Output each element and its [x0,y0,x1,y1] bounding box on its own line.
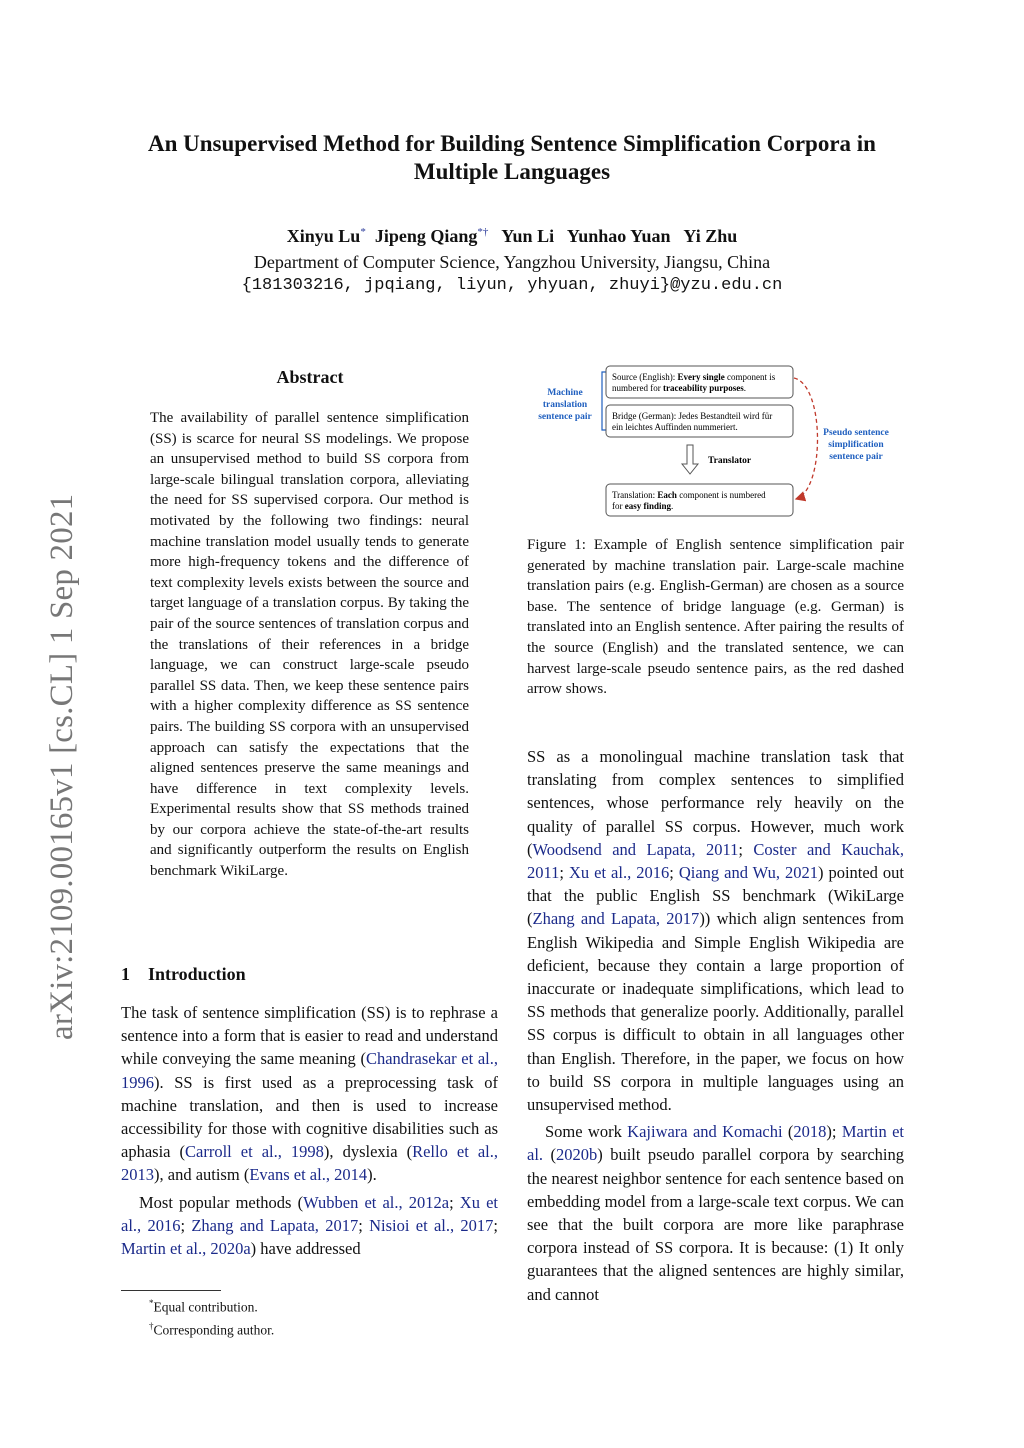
source-box [606,366,793,398]
footnote-rule [121,1290,221,1291]
translator-arrow [682,445,698,474]
paragraph: Most popular methods (Wubben et al., 2012a; Xu et al., 2016; Zhang and Lapata, 2017; Nisioi et al., 2017; Martin et al., 2020a) have addressed [121,1192,498,1259]
citation-link[interactable]: Coster and Kauchak, 2011 [527,839,904,883]
footnotes [121,1294,274,1339]
author: Jipeng Qiang*† [374,226,489,246]
translator-label: Translator [708,456,752,466]
author-emails: {181303216, jpqiang, liyun, yhyuan, zhuyi}@yzu.edu.cn [241,276,783,295]
citation-link[interactable]: Wubben et al., 2012a [303,1192,450,1212]
author-list [100,226,924,247]
paragraph: SS as a monolingual machine translation task that translating from complex sentences to simplified sentences, whose performance rely heavily on the quality of parallel SS corpus. However, much work (Woodsend and Lapata, 2011; Coster and Kauchak, 2011; Xu et al., 2016; Qiang and Wu, 2021) pointed out that the public English SS benchmark (WikiLarge (Zhang and Lapata, 2017)) which align sentences from English Wikipedia and Simple English Wikipedia are deficient, because they contain a large proportion of inaccurate or inadequate simplifications, which lead to SS methods that generalize poorly. Additionally, parallel SS corpus is difficult to obtain in all languages other than English. Therefore, in the paper, we focus on how to build SS corpora in multiple languages using an unsupervised method. [527,747,905,1115]
left-label-line: sentence pair [538,412,592,422]
citation-link[interactable]: Xu et al., 2016 [121,1192,498,1235]
citation-link[interactable]: Nisioi et al., 2017 [369,1215,494,1235]
citation-link[interactable]: Martin et al. [527,1122,904,1165]
footnote: †Corresponding author. [149,1320,275,1337]
pseudo-pair-arrow [794,378,818,499]
citation-link[interactable]: Zhang and Lapata, 2017 [191,1215,359,1235]
bridge-box [606,405,793,437]
citation-link[interactable]: Kajiwara and Komachi [627,1122,783,1142]
footnote: *Equal contribution. [149,1298,258,1315]
abstract-text: The availability of parallel sentence simplification (SS) is scarce for neural SS modelings. We propose an unsupervised method to build SS corpora from large-scale bilingual translation corpora, alleviating the need for SS supervised corpora. Our method is motivated by the following two findings: neural machine translation model usually tends to generate more high-frequency tokens and the difference of text complexity levels exists between the source and target language of a translation corpus. By taking the pair of the source sentences of translation corpus and the translations of their references in a bridge language, we can construct large-scale pseudo parallel SS data. Then, we keep these sentence pairs with a higher complexity difference as SS sentence pairs. The building SS corpora with an unsupervised approach can satisfy the expectations that the aligned sentences preserve the same meanings and have difference in text complexity levels. Experimental results show that SS methods trained by our corpora achieve the state-of-the-art results and significantly outperform the results on English benchmark WikiLarge. [150,410,469,880]
translation-box [606,484,793,516]
author: Yi Zhu [683,226,738,246]
translation-box-line-2: for easy finding. [612,501,674,511]
citation-link[interactable]: Rello et al., 2013 [121,1142,498,1185]
citation-link[interactable]: Zhang and Lapata, 2017 [532,909,700,929]
figure-caption: Figure 1: Example of English sentence simplification pair generated by machine translation pair. Large-scale machine translation pairs (e.g. English-German) are chosen as a source base. The sentence of bridge language (e.g. German) is translated into an English sentence. After pairing the results of the source (English) and the translated sentence, we can harvest large-scale pseudo sentence pairs, as the red dashed arrow shows. [527,537,904,698]
citation-link[interactable]: Carroll et al., 1998 [185,1142,324,1162]
section-number: 1 [121,964,130,984]
bridge-box-line-1: Bridge (German): Jedes Bestandteil wird für [612,411,773,421]
title-line-2: Multiple Languages [413,159,611,184]
citation-link[interactable]: Qiang and Wu, 2021 [678,863,818,883]
paper-title [100,130,924,186]
arxiv-identifier: arXiv:2109.00165v1 [cs.CL] 1 Sep 2021 [44,493,80,1040]
author: Yunhao Yuan [566,226,671,246]
right-label-line: simplification [828,440,884,450]
citation-link[interactable]: Xu et al., 2016 [568,863,670,883]
abstract-heading: Abstract [276,367,344,387]
left-label-line: Machine [547,388,583,398]
citation-link[interactable]: Woodsend and Lapata, 2011 [532,839,739,859]
title-line-1: An Unsupervised Method for Building Sentence Simplification Corpora in [148,131,876,156]
right-label-line: sentence pair [829,452,883,462]
translation-box-line-1: Translation: Each component is numbered [612,490,766,500]
right-label-line: Pseudo sentence [823,428,889,438]
author: Xinyu Lu* [286,226,366,246]
paragraph: The task of sentence simplification (SS) is to rephrase a sentence into a form that is easier to read and understand while conveying the same meaning (Chandrasekar et al., 1996). SS is first used as a preprocessing task of machine translation, and then is used to increase accessibility for those with cognitive disabilities such as aphasia (Carroll et al., 1998), dyslexia (Rello et al., 2013), and autism (Evans et al., 2014). [121,1003,499,1185]
affiliation: Department of Computer Science, Yangzhou University, Jiangsu, China [253,252,771,272]
citation-link[interactable]: Martin et al., 2020a [121,1239,251,1259]
left-label-line: translation [542,400,588,410]
citation-link[interactable]: 2020b [556,1145,598,1165]
left-column [121,1001,498,1260]
source-box-line-2: numbered for traceability purposes. [612,383,746,393]
citation-link[interactable]: Evans et al., 2014 [249,1165,368,1185]
paragraph: Some work Kajiwara and Komachi (2018); Martin et al. (2020b) built pseudo parallel corpora by searching the nearest neighbor sentence for each sentence based on embedding model from a large-scale text corpus. We can see that the built corpora are more like paraphrase corpora instead of SS corpora. It is because: (1) It only guarantees that the aligned sentences are highly similar, and cannot [527,1122,904,1304]
source-box-line-1: Source (English): Every single component is [612,372,776,382]
figure-1-diagram [520,360,900,525]
citation-link[interactable]: 2018 [793,1122,827,1142]
right-column [527,745,904,1306]
section-title: Introduction [148,964,246,984]
bridge-box-line-2: ein leichtes Auffinden nummeriert. [612,422,738,432]
section-heading [121,964,264,985]
citation-link[interactable]: Chandrasekar et al., 1996 [121,1049,499,1092]
author: Yun Li [501,226,555,246]
